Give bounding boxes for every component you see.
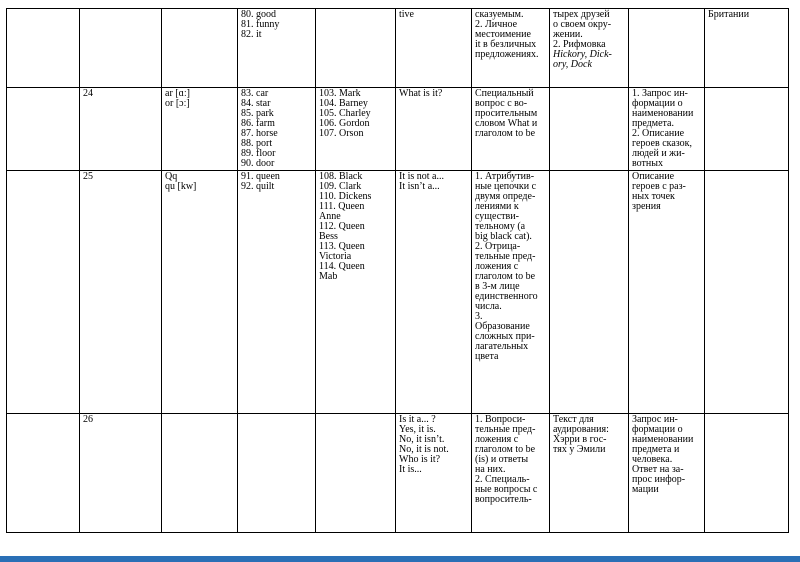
letters-cell: [162, 171, 238, 414]
cell-line: прос инфор-: [632, 474, 686, 485]
cell-line: Mab: [319, 271, 338, 282]
cell-line: формации о: [632, 424, 683, 435]
cell-line: 106. Gordon: [319, 118, 370, 129]
cell-line: вотных: [632, 158, 663, 169]
cell-line: It isn’t a...: [399, 181, 440, 192]
words-cell: [238, 171, 316, 414]
cell-line: It is not a...: [399, 171, 444, 182]
cell-line: Anne: [319, 211, 341, 222]
cell-line: Yes, it is.: [399, 424, 436, 435]
text-cell: [550, 9, 629, 88]
cell-line: 91. queen: [241, 171, 280, 182]
cell-line: формации о: [632, 98, 683, 109]
cell-line: 111. Queen: [319, 201, 365, 212]
cell-line: о своем окру-: [553, 19, 612, 30]
cell-line: тельные пред-: [475, 251, 536, 262]
cell-line: двумя опреде-: [475, 191, 536, 202]
phrases-cell: [396, 171, 472, 414]
grammar-cell: [472, 88, 550, 171]
cell-line: вопроситель-: [475, 494, 532, 505]
cell-line: No, it is not.: [399, 444, 449, 455]
culture-cell: [705, 171, 789, 414]
text-cell: [550, 88, 629, 171]
cell-line: героев сказок,: [632, 138, 693, 149]
words-cell: [238, 414, 316, 533]
cell-line: глаголом to be: [475, 271, 536, 282]
cell-line: What is it?: [399, 88, 443, 99]
text-cell: [550, 414, 629, 533]
culture-cell: [705, 88, 789, 171]
grammar-cell: [472, 9, 550, 88]
cell-line: 1. Вопроси-: [475, 414, 526, 425]
cell-line: 24: [83, 88, 93, 99]
cell-line: людей и жи-: [632, 148, 685, 159]
cell-line: человека.: [632, 454, 673, 465]
cell-line: 1. Запрос ин-: [632, 88, 688, 99]
phrases-cell: [396, 9, 472, 88]
cell-line: 104. Barney: [319, 98, 368, 109]
blank-cell: [7, 9, 80, 88]
cell-line: 114. Queen: [319, 261, 365, 272]
blank-cell: [7, 88, 80, 171]
cell-line: 90. door: [241, 158, 275, 169]
blank-cell: [7, 414, 80, 533]
table-row: [7, 414, 789, 533]
cell-line: 2. Личное: [475, 19, 518, 30]
cell-line: цвета: [475, 351, 499, 362]
cell-line: 85. park: [241, 108, 274, 119]
words-cell: [238, 9, 316, 88]
cell-line: аудирования:: [553, 424, 609, 435]
cell-line: тельные пред-: [475, 424, 536, 435]
cell-line: big black cat).: [475, 231, 532, 242]
cell-line: 83. car: [241, 88, 269, 99]
cell-line: 88. port: [241, 138, 273, 149]
lesson-number-cell: [80, 88, 162, 171]
cell-line: ные цепочки с: [475, 181, 537, 192]
cell-line: тырех друзей: [553, 9, 610, 20]
cell-line: Who is it?: [399, 454, 441, 465]
cell-line: сложных при-: [475, 331, 535, 342]
cell-line: 80. good: [241, 9, 276, 20]
grammar-cell: [472, 414, 550, 533]
culture-cell: [705, 9, 789, 88]
cell-line: тях у Эмили: [553, 444, 606, 455]
culture-cell: [705, 414, 789, 533]
cell-line: 108. Black: [319, 171, 363, 182]
cell-line: qu [kw]: [165, 181, 197, 192]
letters-cell: [162, 9, 238, 88]
cell-line: 107. Orson: [319, 128, 364, 139]
cell-line: Is it a... ?: [399, 414, 436, 425]
cell-line: ar [ɑː]: [165, 88, 190, 99]
cell-line: 112. Queen: [319, 221, 365, 232]
cell-line: глаголом to be: [475, 444, 536, 455]
window-bottom-bar: [0, 556, 800, 562]
cell-line: It is...: [399, 464, 422, 475]
cell-line: 81. funny: [241, 19, 280, 30]
cell-line: Запрос ин-: [632, 414, 678, 425]
names-cell: [316, 9, 396, 88]
cell-line: в 3-м лице: [475, 281, 520, 292]
cell-line: ложения с: [475, 261, 519, 272]
cell-line: 2. Отрица-: [475, 241, 521, 252]
cell-line: местоимение: [475, 29, 531, 40]
cell-line: жении.: [553, 29, 583, 40]
blank-cell: [7, 171, 80, 414]
cell-line: 82. it: [241, 29, 262, 40]
cell-line: глаголом to be: [475, 128, 536, 139]
cell-line: предложениях.: [475, 49, 539, 60]
phrases-cell: [396, 88, 472, 171]
cell-line: просительным: [475, 108, 538, 119]
cell-line: Victoria: [319, 251, 352, 262]
cell-line: сказуемым.: [475, 9, 524, 20]
cell-line: 84. star: [241, 98, 271, 109]
cell-line: 105. Charley: [319, 108, 371, 119]
words-cell: [238, 88, 316, 171]
cell-line: 86. farm: [241, 118, 275, 129]
cell-line: Образование: [475, 321, 530, 332]
phrases-cell: [396, 414, 472, 533]
cell-line: словом What и: [475, 118, 538, 129]
cell-line: 110. Dickens: [319, 191, 372, 202]
cell-line: наименовании: [632, 434, 694, 445]
cell-line: 1. Атрибутив-: [475, 171, 535, 182]
lesson-number-cell: [80, 171, 162, 414]
cell-line: лагательных: [475, 341, 529, 352]
speech-cell: [629, 171, 705, 414]
cell-line: 87. horse: [241, 128, 278, 139]
cell-line: 3.: [475, 311, 483, 322]
cell-line: 2. Специаль-: [475, 474, 530, 485]
cell-line: ных точек: [632, 191, 675, 202]
speech-cell: [629, 88, 705, 171]
cell-line: Британии: [708, 9, 750, 20]
cell-line: Специальный: [475, 88, 534, 99]
names-cell: [316, 88, 396, 171]
cell-line: Bess: [319, 231, 338, 242]
cell-line: тельному (a: [475, 221, 526, 232]
cell-line: or [ɔː]: [165, 98, 190, 109]
cell-line: No, it isn’t.: [399, 434, 445, 445]
speech-cell: [629, 9, 705, 88]
cell-line: Описание: [632, 171, 675, 182]
cell-line: 26: [83, 414, 93, 425]
cell-line: ные вопросы с: [475, 484, 538, 495]
cell-line: мации: [632, 484, 659, 495]
cell-line: 2. Описание: [632, 128, 685, 139]
lesson-number-cell: [80, 414, 162, 533]
cell-line: ложения с: [475, 434, 519, 445]
cell-line: Hickory, Dick-: [553, 49, 612, 60]
cell-line: существи-: [475, 211, 519, 222]
cell-line: числа.: [475, 301, 502, 312]
names-cell: [316, 171, 396, 414]
cell-line: героев с раз-: [632, 181, 686, 192]
cell-line: Qq: [165, 171, 178, 182]
cell-line: 92. quilt: [241, 181, 275, 192]
cell-line: 109. Clark: [319, 181, 362, 192]
curriculum-table: [6, 8, 789, 533]
letters-cell: [162, 414, 238, 533]
cell-line: tive: [399, 9, 414, 20]
cell-line: предмета и: [632, 444, 680, 455]
cell-line: Хэрри в гос-: [553, 434, 607, 445]
cell-line: 113. Queen: [319, 241, 365, 252]
letters-cell: [162, 88, 238, 171]
cell-line: 89. floor: [241, 148, 276, 159]
cell-line: 2. Рифмовка: [553, 39, 606, 50]
cell-line: вопрос с во-: [475, 98, 528, 109]
cell-line: зрения: [632, 201, 661, 212]
cell-line: (is) и ответы: [475, 454, 529, 465]
cell-line: лениями к: [475, 201, 519, 212]
cell-line: it в безличных: [475, 39, 537, 50]
cell-line: ory, Dock: [553, 59, 592, 70]
table-body: [7, 9, 789, 533]
cell-line: 25: [83, 171, 93, 182]
cell-line: Текст для: [553, 414, 594, 425]
speech-cell: [629, 414, 705, 533]
cell-line: на них.: [475, 464, 506, 475]
text-cell: [550, 171, 629, 414]
cell-line: предмета.: [632, 118, 674, 129]
names-cell: [316, 414, 396, 533]
table-row: [7, 171, 789, 414]
grammar-cell: [472, 171, 550, 414]
lesson-number-cell: [80, 9, 162, 88]
cell-line: единственного: [475, 291, 538, 302]
table-row: [7, 88, 789, 171]
cell-line: 103. Mark: [319, 88, 361, 99]
cell-line: Ответ на за-: [632, 464, 684, 475]
table-row: [7, 9, 789, 88]
cell-line: наименовании: [632, 108, 694, 119]
